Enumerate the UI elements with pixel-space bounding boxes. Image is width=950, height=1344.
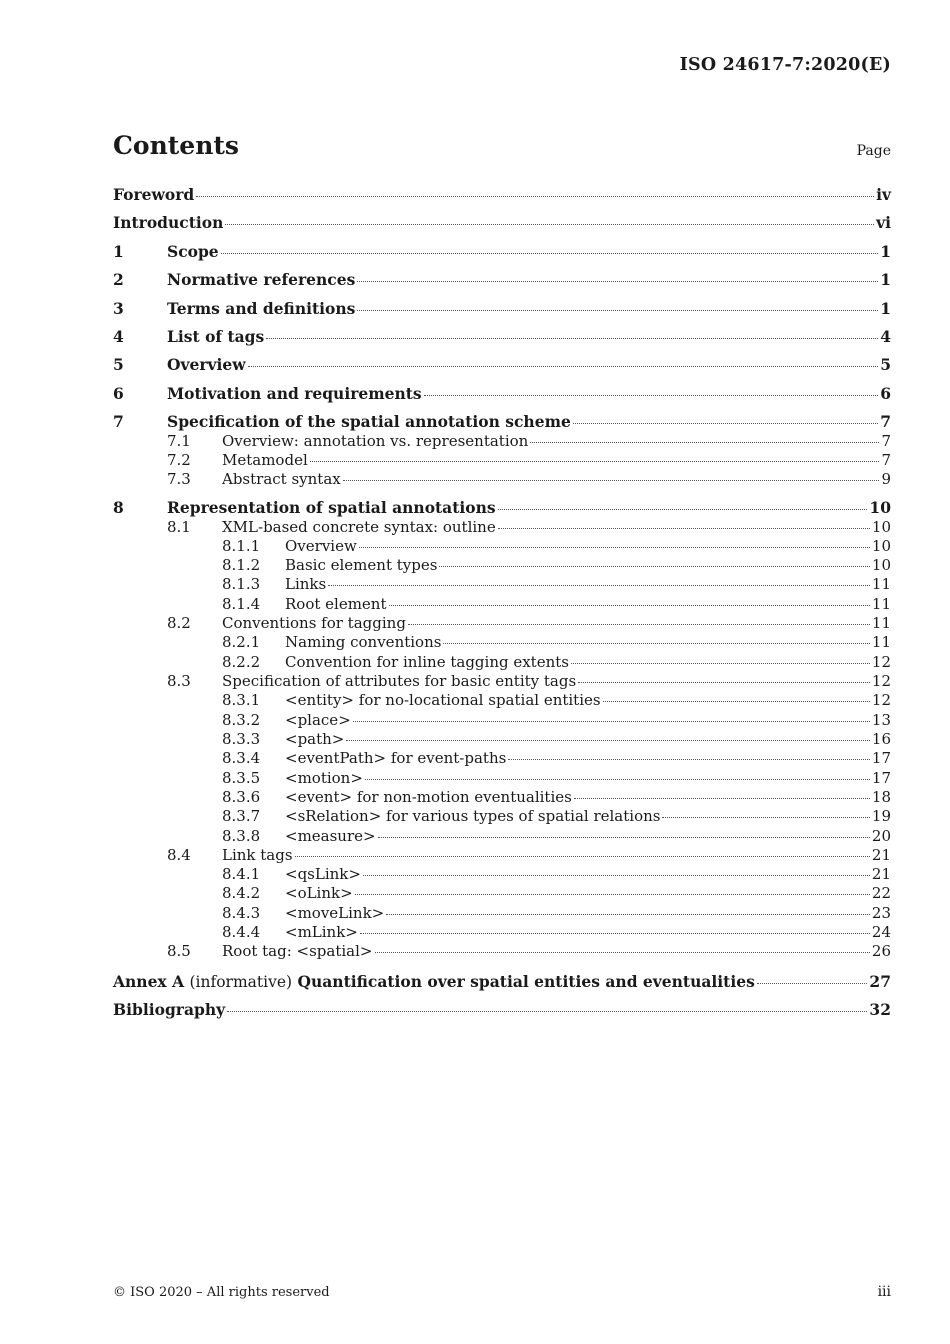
dot-leader [389,605,870,606]
toc-entry-number: 8.2.1 [222,633,261,651]
toc-entry-title: <path> [285,730,345,748]
dot-leader [357,281,878,282]
toc-page-number: 12 [871,653,891,671]
dot-leader [359,547,870,548]
toc-entry-title: Naming conventions [285,633,442,651]
toc-entry-title: Conventions for tagging [222,614,406,632]
dot-leader [378,837,870,838]
toc-entry-number: 8.3.8 [222,827,261,845]
toc-entry-title: Metamodel [222,451,308,469]
dot-leader [662,817,869,818]
toc-page-number: 17 [871,749,891,767]
toc-entry-title: Overview: annotation vs. representation [222,432,529,450]
dot-leader [530,442,879,443]
dot-leader [578,682,870,683]
toc-entry[interactable] [285,691,891,709]
toc-entry-number: 8.1.3 [222,575,261,593]
toc-page-number: 11 [871,595,891,613]
toc-entry[interactable] [285,827,891,845]
toc-page-number: 7 [881,451,891,469]
toc-entry-number: 8.3.6 [222,788,261,806]
toc-entry-title: Terms and definitions [167,299,356,318]
toc-entry-title: Basic element types [285,556,438,574]
toc-page-number: 10 [871,518,891,536]
toc-page-number: 13 [871,711,891,729]
dot-leader [346,740,870,741]
dot-leader [375,952,870,953]
dot-leader [225,224,874,225]
toc-entry-number: 8 [113,498,124,517]
toc-page-number: 11 [871,633,891,651]
toc-entry-title: Motivation and requirements [167,384,422,403]
toc-entry[interactable] [222,846,891,864]
toc-entry[interactable] [285,556,891,574]
toc-entry-title: <sRelation> for various types of spatial relations [285,807,661,825]
toc-entry-title: Foreword [113,185,195,204]
annex-label: Annex A [113,972,185,991]
toc-entry-number: 8.4 [167,846,191,864]
toc-entry[interactable] [167,498,891,517]
toc-entry-number: 8.1 [167,518,191,536]
toc-entry-title: Specification of attributes for basic entity tags [222,672,577,690]
dot-leader [357,310,878,311]
document-id: ISO 24617-7:2020(E) [679,55,891,75]
toc-entry-title: <qsLink> [285,865,361,883]
toc-entry[interactable] [285,653,891,671]
dot-leader [574,798,870,799]
toc-entry[interactable] [285,711,891,729]
toc-entry-title: XML-based concrete syntax: outline [222,518,496,536]
dot-leader [365,779,870,780]
dot-leader [328,585,870,586]
page-column-label: Page [856,143,891,159]
toc-entry-number: 5 [113,355,124,374]
toc-page-number: 1 [880,270,891,289]
toc-entry[interactable] [285,923,891,941]
toc-entry[interactable] [222,518,891,536]
dot-leader [353,721,870,722]
toc-entry[interactable] [285,865,891,883]
toc-entry-title: Representation of spatial annotations [167,498,496,517]
toc-entry-number: 7 [113,412,124,431]
toc-entry-title: Normative references [167,270,356,289]
dot-leader [443,643,869,644]
toc-entry-title: Scope [167,242,219,261]
toc-page-number: 24 [871,923,891,941]
toc-entry-number: 8.1.1 [222,537,261,555]
toc-entry-title: <mLink> [285,923,358,941]
toc-entry-number: 8.3.1 [222,691,261,709]
toc-page-number: 26 [871,942,891,960]
dot-leader [360,933,870,934]
toc-entry-title: <place> [285,711,351,729]
toc-entry-number: 8.1.4 [222,595,261,613]
toc-page-number: 16 [871,730,891,748]
toc-entry[interactable] [222,942,891,960]
toc-page-number: 1 [880,242,891,261]
toc-entry[interactable] [167,384,891,403]
dot-leader [573,423,878,424]
toc-entry[interactable] [167,270,891,289]
dot-leader [439,566,869,567]
toc-entry-title: Overview [285,537,357,555]
dot-leader [248,366,879,367]
toc-entry-number: 8.4.1 [222,865,261,883]
page-title: Contents [113,131,240,160]
dot-leader [196,196,874,197]
toc-entry-number: 1 [113,242,124,261]
toc-entry[interactable] [167,355,891,374]
dot-leader [508,759,870,760]
toc-entry-number: 8.1.2 [222,556,261,574]
toc-page-number: 20 [871,827,891,845]
toc-entry[interactable] [285,633,891,651]
toc-entry[interactable] [285,769,891,787]
toc-page-number: 21 [871,865,891,883]
toc-entry[interactable] [285,904,891,922]
toc-entry[interactable] [285,749,891,767]
toc-page-number: iv [876,185,891,204]
toc-entry-title: <measure> [285,827,376,845]
toc-entry-number: 8.3.2 [222,711,261,729]
toc-entry-title: <oLink> [285,884,353,902]
toc-page-number: 10 [871,537,891,555]
toc-page-number: 7 [881,432,891,450]
dot-leader [221,253,879,254]
copyright-notice: © ISO 2020 – All rights reserved [113,1285,330,1300]
toc-entry[interactable] [285,575,891,593]
dot-leader [310,461,880,462]
dot-leader [498,509,868,510]
toc-page-number: 12 [871,691,891,709]
toc-page-number: 32 [869,1000,891,1019]
toc-page-number: 22 [871,884,891,902]
toc-entry-title: Root element [285,595,387,613]
toc-entry[interactable] [167,327,891,346]
toc-entry-number: 8.4.3 [222,904,261,922]
toc-entry-number: 7.1 [167,432,191,450]
dot-leader [266,338,878,339]
toc-entry-number: 3 [113,299,124,318]
dot-leader [498,528,870,529]
dot-leader [408,624,870,625]
toc-entry-title: <motion> [285,769,363,787]
toc-entry-title: Introduction [113,213,224,232]
toc-entry-number: 4 [113,327,124,346]
toc-entry[interactable] [285,807,891,825]
toc-entry-number: 7.2 [167,451,191,469]
toc-entry[interactable] [285,595,891,613]
toc-entry[interactable] [222,614,891,632]
toc-entry[interactable] [222,451,891,469]
toc-entry-title: <event> for non-motion eventualities [285,788,572,806]
page-number: iii [877,1284,891,1300]
toc-entry-number: 8.2 [167,614,191,632]
toc-entry-annex-a[interactable] [113,972,891,991]
toc-entry-number: 8.5 [167,942,191,960]
toc-page-number: 27 [869,972,891,991]
dot-leader [295,856,870,857]
toc-entry[interactable] [222,432,891,450]
toc-page-number: 5 [880,355,891,374]
toc-entry-title: Link tags [222,846,293,864]
toc-page-number: 9 [881,470,891,488]
toc-page-number: 7 [880,412,891,431]
toc-page-number: 10 [871,556,891,574]
toc-entry[interactable] [113,213,891,232]
dot-leader [571,663,870,664]
toc-entry-number: 8.3.4 [222,749,261,767]
toc-entry[interactable] [113,185,891,204]
bibliography-title: Bibliography [113,1000,226,1019]
toc-page-number: 19 [871,807,891,825]
annex-type: (informative) [189,973,293,991]
toc-entry[interactable] [285,788,891,806]
dot-leader [757,983,868,984]
toc-page-number: 1 [880,299,891,318]
toc-entry-number: 8.4.4 [222,923,261,941]
toc-entry-number: 8.3.5 [222,769,261,787]
toc-entry[interactable] [285,537,891,555]
toc-entry-number: 2 [113,270,124,289]
toc-page-number: 6 [880,384,891,403]
toc-entry-number: 8.3.7 [222,807,261,825]
toc-page-number: vi [876,213,891,232]
toc-page-number: 23 [871,904,891,922]
toc-entry[interactable] [285,884,891,902]
toc-entry-title: Convention for inline tagging extents [285,653,569,671]
toc-entry-title: <entity> for no-locational spatial entities [285,691,601,709]
toc-entry-number: 6 [113,384,124,403]
toc-page-number: 21 [871,846,891,864]
toc-entry-title: Abstract syntax [222,470,341,488]
toc-page-number: 17 [871,769,891,787]
toc-page-number: 4 [880,327,891,346]
toc-entry-bibliography[interactable] [113,1000,891,1019]
toc-entry-number: 7.3 [167,470,191,488]
toc-entry-title: List of tags [167,327,265,346]
toc-entry-title: <eventPath> for event-paths [285,749,507,767]
toc-entry-title: Specification of the spatial annotation scheme [167,412,571,431]
dot-leader [424,395,879,396]
toc-page-number: 12 [871,672,891,690]
toc-entry-title: Overview [167,355,246,374]
toc-entry[interactable] [167,242,891,261]
toc-entry-number: 8.3.3 [222,730,261,748]
annex-title: Quantification over spatial entities and eventualities [297,972,755,991]
toc-entry[interactable] [222,470,891,488]
toc-entry-title: Root tag: <spatial> [222,942,373,960]
toc-page-number: 11 [871,614,891,632]
toc-entry[interactable] [285,730,891,748]
dot-leader [603,701,870,702]
toc-page-number: 10 [869,498,891,517]
toc-page-number: 11 [871,575,891,593]
dot-leader [363,875,870,876]
toc-entry[interactable] [167,299,891,318]
toc-page-number: 18 [871,788,891,806]
toc-entry-number: 8.4.2 [222,884,261,902]
toc-entry-number: 8.3 [167,672,191,690]
dot-leader [343,480,880,481]
dot-leader [386,914,870,915]
toc-entry[interactable] [222,672,891,690]
dot-leader [227,1011,867,1012]
toc-entry-number: 8.2.2 [222,653,261,671]
dot-leader [355,894,870,895]
toc-entry-title: <moveLink> [285,904,385,922]
toc-entry[interactable] [167,412,891,431]
toc-entry-title: Links [285,575,327,593]
